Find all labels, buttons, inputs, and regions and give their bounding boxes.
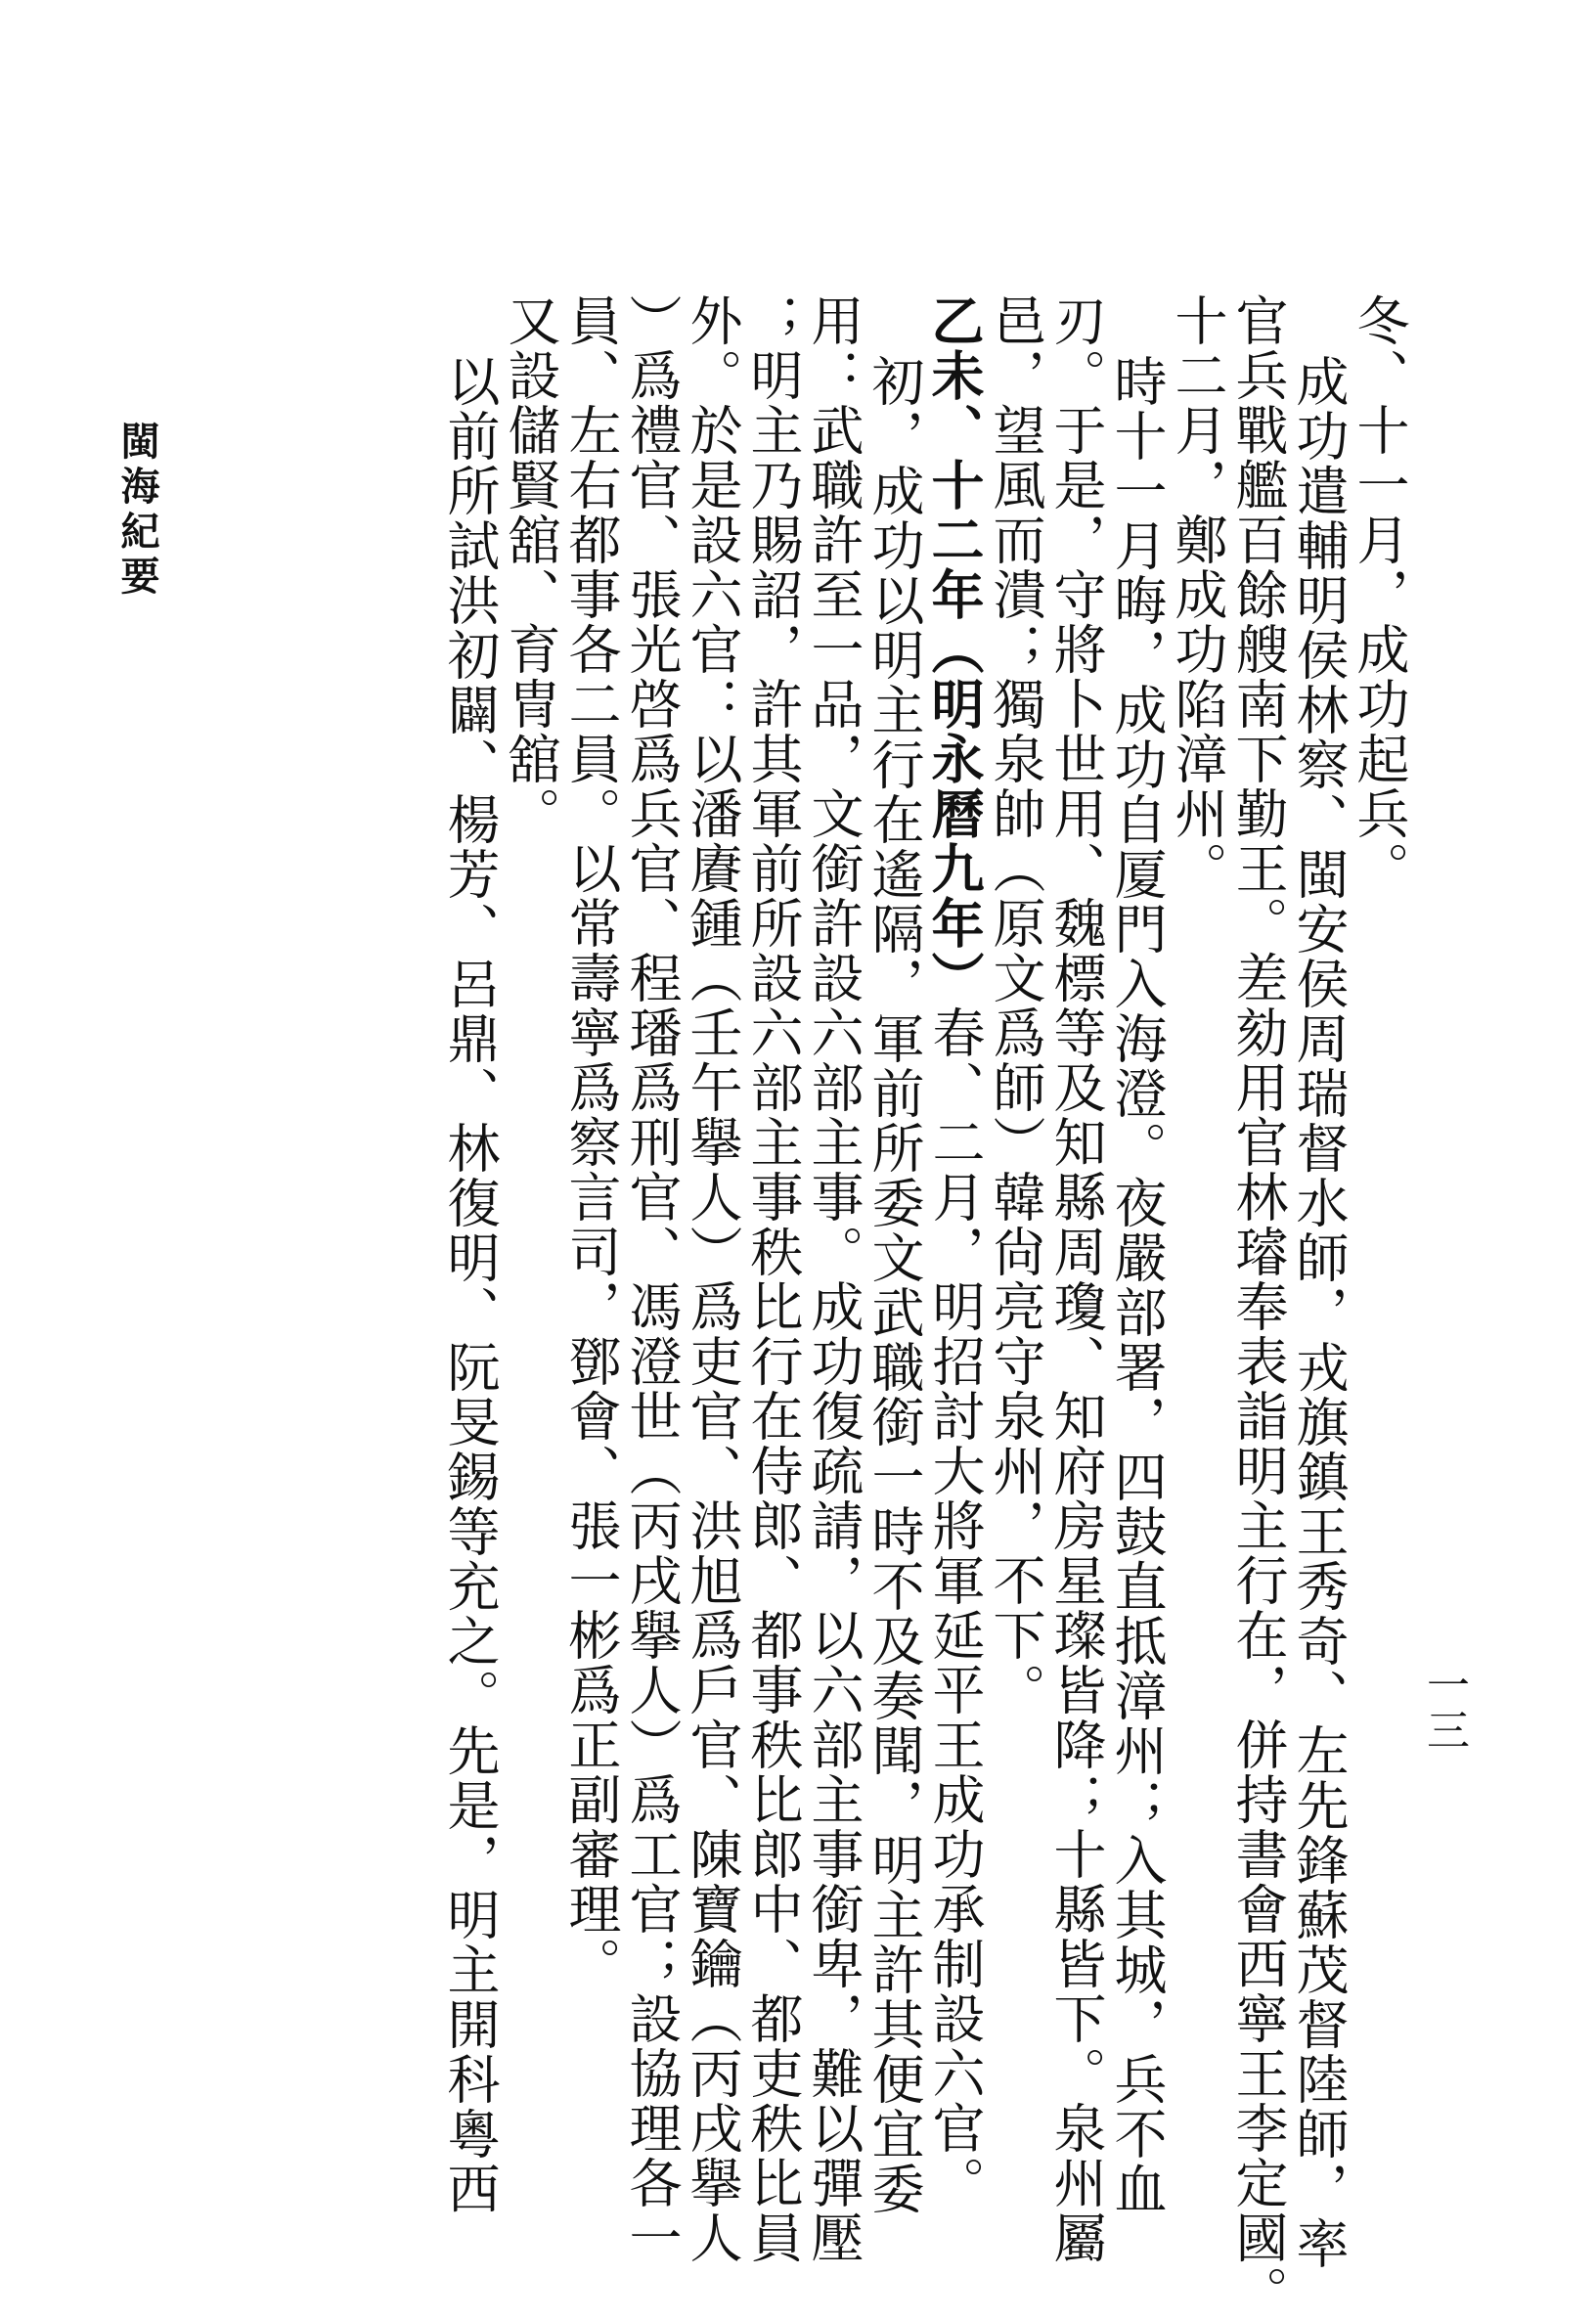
year-heading-bold: 乙未、十二年（明永曆九年） bbox=[923, 293, 986, 1005]
text-column-6: 刃。于是，守將卜世用、魏標等及知縣周瓊、知府房星璨皆降；十縣皆下。泉州屬 bbox=[1045, 293, 1107, 2265]
text-column-2: 成功遣輔明侯林察、閩安侯周瑞督水師，戎旗鎮王秀奇、左先鋒蘇茂督陸師，率 bbox=[1288, 354, 1350, 2271]
text-column-3: 官兵戰艦百餘艘南下勤王。差劾用官林璿奉表詣明主行在，併持書會西寧王李定國。 bbox=[1227, 293, 1289, 2320]
text-column-15: 又設儲賢舘、育冑舘。 bbox=[500, 293, 561, 841]
year-heading-rest: 春、二月，明招討大將軍延平王成功承制設六官。 bbox=[924, 1005, 986, 2210]
text-column-16: 以前所試洪初闢、楊芳、呂鼎、林復明、阮旻錫等充之。先是，明主開科粵西 bbox=[439, 354, 501, 2216]
text-column-1: 冬、十一月，成功起兵。 bbox=[1349, 293, 1410, 896]
text-column-14: 員、左右都事各二員。以常壽寧爲察言司，鄧會、張一彬爲正副審理。 bbox=[560, 293, 622, 1991]
text-column-7: 邑，望風而潰；獨泉帥（原文爲師）韓尙亮守泉州，不下。 bbox=[985, 293, 1046, 1718]
text-column-8-year-heading bbox=[925, 293, 984, 2210]
text-column-12: 外。於是設六官：以潘賡鍾（壬午擧人）爲吏官、洪旭爲戶官、陳寶鑰（丙戌擧人 bbox=[682, 293, 743, 2265]
text-column-10: 用：武職許至一品，文銜許設六部主事。成功復疏請，以六部主事銜卑，難以彈壓 bbox=[803, 293, 864, 2265]
text-column-13: ）爲禮官、張光啓爲兵官、程璠爲刑官、馮澄世（丙戌擧人）爲工官；設協理各一 bbox=[621, 293, 683, 2265]
text-column-4: 十二月，鄭成功陷漳州。 bbox=[1167, 293, 1228, 896]
text-column-5: 時十一月晦，成功自厦門入海澄。夜嚴部署，四鼓直抵漳州；入其城，兵不血 bbox=[1106, 354, 1168, 2216]
text-column-11: ；明主乃賜詔，許其軍前所設六部主事秩比行在侍郎、都事秩比郎中、都吏秩比員 bbox=[742, 293, 804, 2265]
text-column-9: 初，成功以明主行在遙隔，軍前所委文武職銜一時不及奏聞，明主許其便宜委 bbox=[864, 354, 925, 2216]
page-number: 一三 bbox=[1419, 1663, 1469, 1753]
book-title: 閩海紀要 bbox=[114, 421, 160, 601]
